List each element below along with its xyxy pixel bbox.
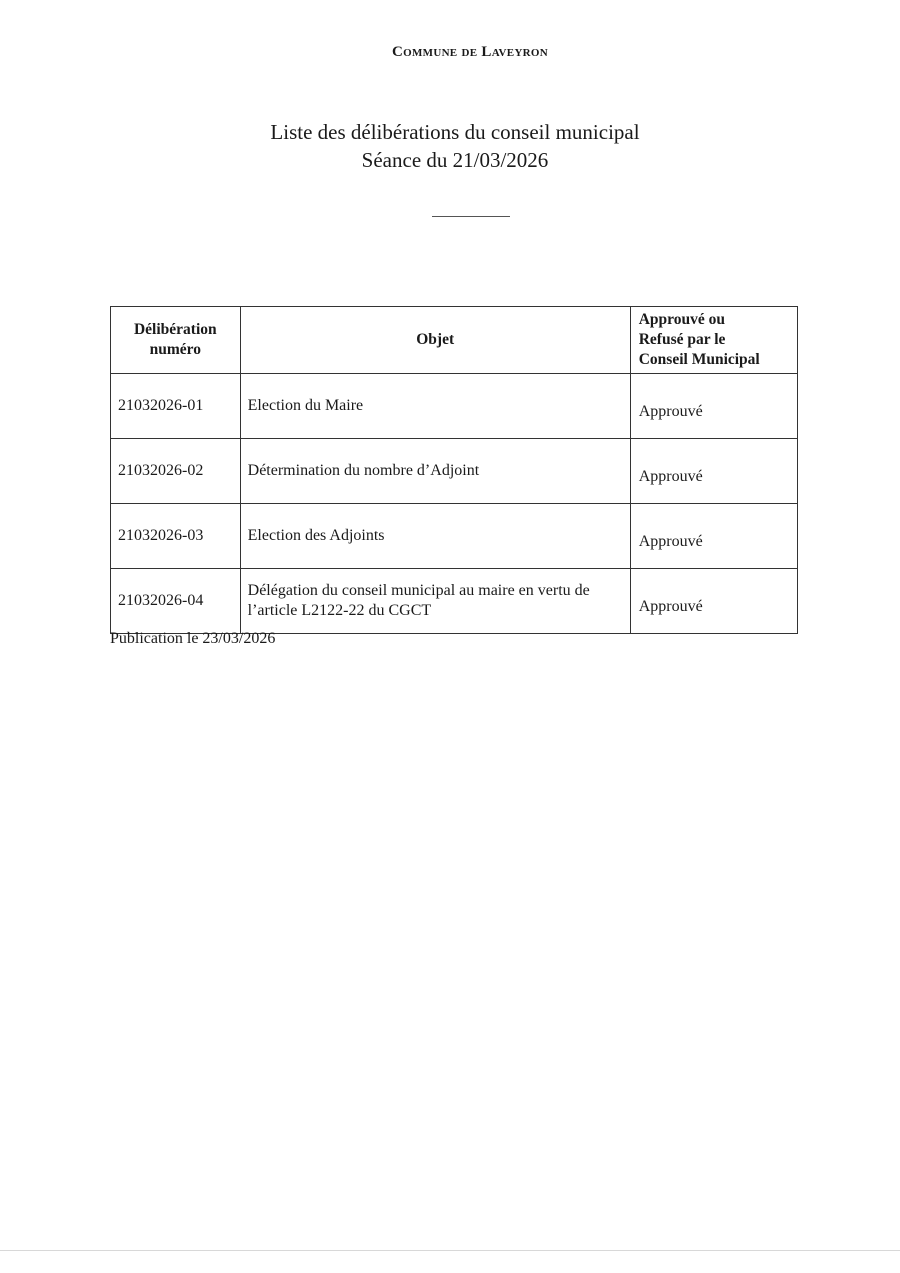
cell-numero: 21032026-04 [111,569,241,634]
header-numero-line1: Délibération [133,321,217,338]
header-numero-line2: numéro [149,341,202,358]
cell-numero: 21032026-02 [111,439,241,504]
deliberations-table [110,306,798,634]
commune-name: Commune de Laveyron [391,44,549,60]
table-row [111,439,798,504]
header-objet: Objet [240,307,630,374]
cell-resultat: Approuvé [630,374,797,439]
title-separator [432,216,510,217]
document-title [0,118,900,174]
cell-numero: 21032026-01 [111,374,241,439]
cell-objet: Détermination du nombre d’Adjoint [240,439,630,504]
cell-objet: Election des Adjoints [240,504,630,569]
session-date: Séance du 21/03/2026 [361,148,549,172]
cell-objet: Election du Maire [240,374,630,439]
header-resultat-line2: Refusé par le [638,331,726,348]
publication-date: Publication le 23/03/2026 [110,630,276,647]
header-resultat-line3: Conseil Municipal [638,351,760,368]
cell-numero: 21032026-03 [111,504,241,569]
cell-resultat: Approuvé [630,569,797,634]
cell-resultat: Approuvé [630,439,797,504]
header-numero [111,307,241,374]
cell-resultat: Approuvé [630,504,797,569]
header-resultat [630,307,797,374]
table-header-row [111,307,798,374]
table-row [111,569,798,634]
table-row [111,504,798,569]
header-resultat-line1: Approuvé ou [638,311,726,328]
table-row [111,374,798,439]
cell-objet: Délégation du conseil municipal au maire en vertu de l’article L2122-22 du CGCT [240,569,630,634]
scan-edge-line [0,1250,900,1251]
title-line-1: Liste des délibérations du conseil municipal [270,120,640,144]
